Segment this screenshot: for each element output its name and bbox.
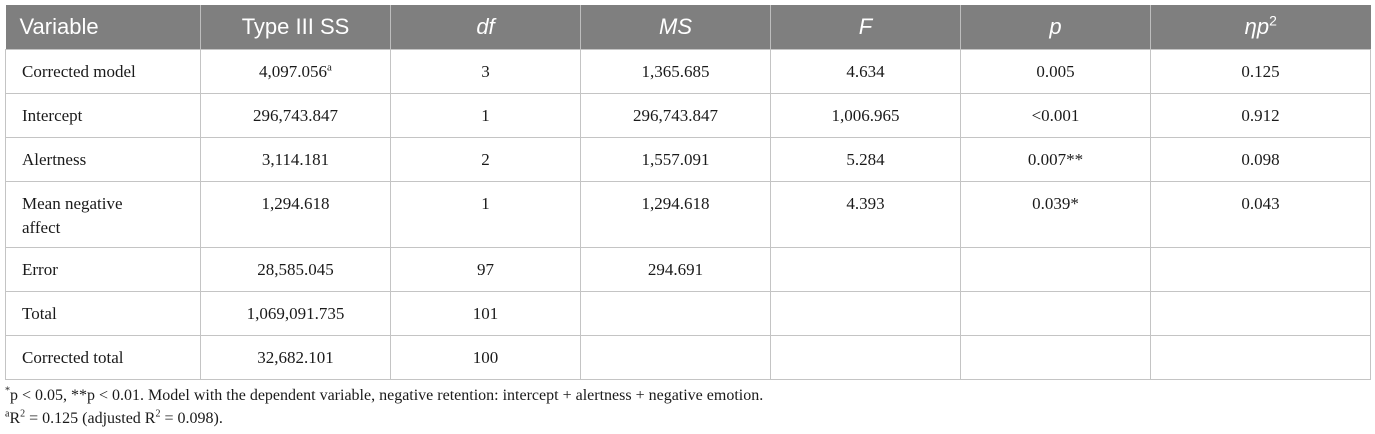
cell-df: 1 <box>391 181 581 247</box>
cell-p <box>961 291 1151 335</box>
header-eta-label: ηp <box>1244 13 1270 39</box>
cell-eta: 0.098 <box>1151 137 1371 181</box>
table-row <box>6 93 1371 137</box>
cell-f <box>771 335 961 379</box>
footnote-star-marker: * <box>5 385 10 397</box>
cell-ss-value: 4,097.056 <box>259 61 328 81</box>
cell-ms: 1,294.618 <box>581 181 771 247</box>
cell-df: 3 <box>391 49 581 93</box>
table-footnotes <box>5 384 763 430</box>
header-type-iii-ss: Type III SS <box>201 5 391 49</box>
cell-f <box>771 247 961 291</box>
header-eta <box>1151 5 1371 49</box>
cell-f: 5.284 <box>771 137 961 181</box>
cell-ms: 294.691 <box>581 247 771 291</box>
header-p-label: p <box>1049 13 1062 39</box>
footnote-r-value-text: = 0.125 (adjusted R <box>25 410 156 427</box>
cell-variable: Corrected total <box>6 335 201 379</box>
cell-ss: 3,114.181 <box>201 137 391 181</box>
cell-df: 101 <box>391 291 581 335</box>
footnote-r-squared-exponent: 2 <box>20 408 26 420</box>
footnote-r-label: R <box>9 410 21 427</box>
footnote-significance-text: p < 0.05, **p < 0.01. Model with the dependent variable, negative retention: intercept + alertness + negative emotion. <box>10 387 764 404</box>
cell-ss: 296,743.847 <box>201 93 391 137</box>
cell-f: 4.634 <box>771 49 961 93</box>
anova-table <box>5 5 1371 380</box>
table-row <box>6 181 1371 247</box>
table-header-row <box>6 5 1371 49</box>
cell-df: 1 <box>391 93 581 137</box>
cell-eta: 0.125 <box>1151 49 1371 93</box>
cell-f: 1,006.965 <box>771 93 961 137</box>
cell-ss <box>201 49 391 93</box>
footnote-adjusted-value-text: = 0.098). <box>160 410 223 427</box>
anova-table-container <box>5 5 1370 380</box>
header-df-label: df <box>476 13 495 39</box>
cell-ss: 1,069,091.735 <box>201 291 391 335</box>
cell-variable: Intercept <box>6 93 201 137</box>
cell-variable: Mean negative affect <box>6 181 201 247</box>
cell-ms <box>581 335 771 379</box>
cell-ms: 296,743.847 <box>581 93 771 137</box>
cell-eta: 0.043 <box>1151 181 1371 247</box>
cell-eta <box>1151 335 1371 379</box>
cell-variable: Alertness <box>6 137 201 181</box>
cell-ss: 1,294.618 <box>201 181 391 247</box>
cell-variable: Total <box>6 291 201 335</box>
table-row <box>6 291 1371 335</box>
cell-df: 2 <box>391 137 581 181</box>
header-ms-label: MS <box>659 13 692 39</box>
cell-df: 100 <box>391 335 581 379</box>
header-variable: Variable <box>6 5 201 49</box>
header-ms <box>581 5 771 49</box>
table-row <box>6 137 1371 181</box>
table-row <box>6 247 1371 291</box>
header-p <box>961 5 1151 49</box>
header-f <box>771 5 961 49</box>
footnote-a-marker: a <box>5 408 10 420</box>
cell-f <box>771 291 961 335</box>
cell-ss: 28,585.045 <box>201 247 391 291</box>
cell-p <box>961 247 1151 291</box>
cell-ss: 32,682.101 <box>201 335 391 379</box>
footnote-adjusted-r-squared-exponent: 2 <box>155 408 161 420</box>
cell-p: <0.001 <box>961 93 1151 137</box>
table-row <box>6 335 1371 379</box>
cell-p: 0.039* <box>961 181 1151 247</box>
cell-p: 0.007** <box>961 137 1151 181</box>
footnote-significance <box>5 384 763 407</box>
cell-ms: 1,557.091 <box>581 137 771 181</box>
header-df <box>391 5 581 49</box>
header-f-label: F <box>858 13 873 39</box>
footnote-r-squared <box>5 407 763 430</box>
cell-p <box>961 335 1151 379</box>
table-row <box>6 49 1371 93</box>
cell-ss-footnote-marker: a <box>327 60 332 73</box>
cell-p: 0.005 <box>961 49 1151 93</box>
cell-variable: Corrected model <box>6 49 201 93</box>
cell-f: 4.393 <box>771 181 961 247</box>
cell-eta <box>1151 291 1371 335</box>
cell-eta <box>1151 247 1371 291</box>
cell-df: 97 <box>391 247 581 291</box>
header-eta-superscript: 2 <box>1269 12 1277 29</box>
cell-variable: Error <box>6 247 201 291</box>
cell-ms: 1,365.685 <box>581 49 771 93</box>
cell-eta: 0.912 <box>1151 93 1371 137</box>
cell-ms <box>581 291 771 335</box>
